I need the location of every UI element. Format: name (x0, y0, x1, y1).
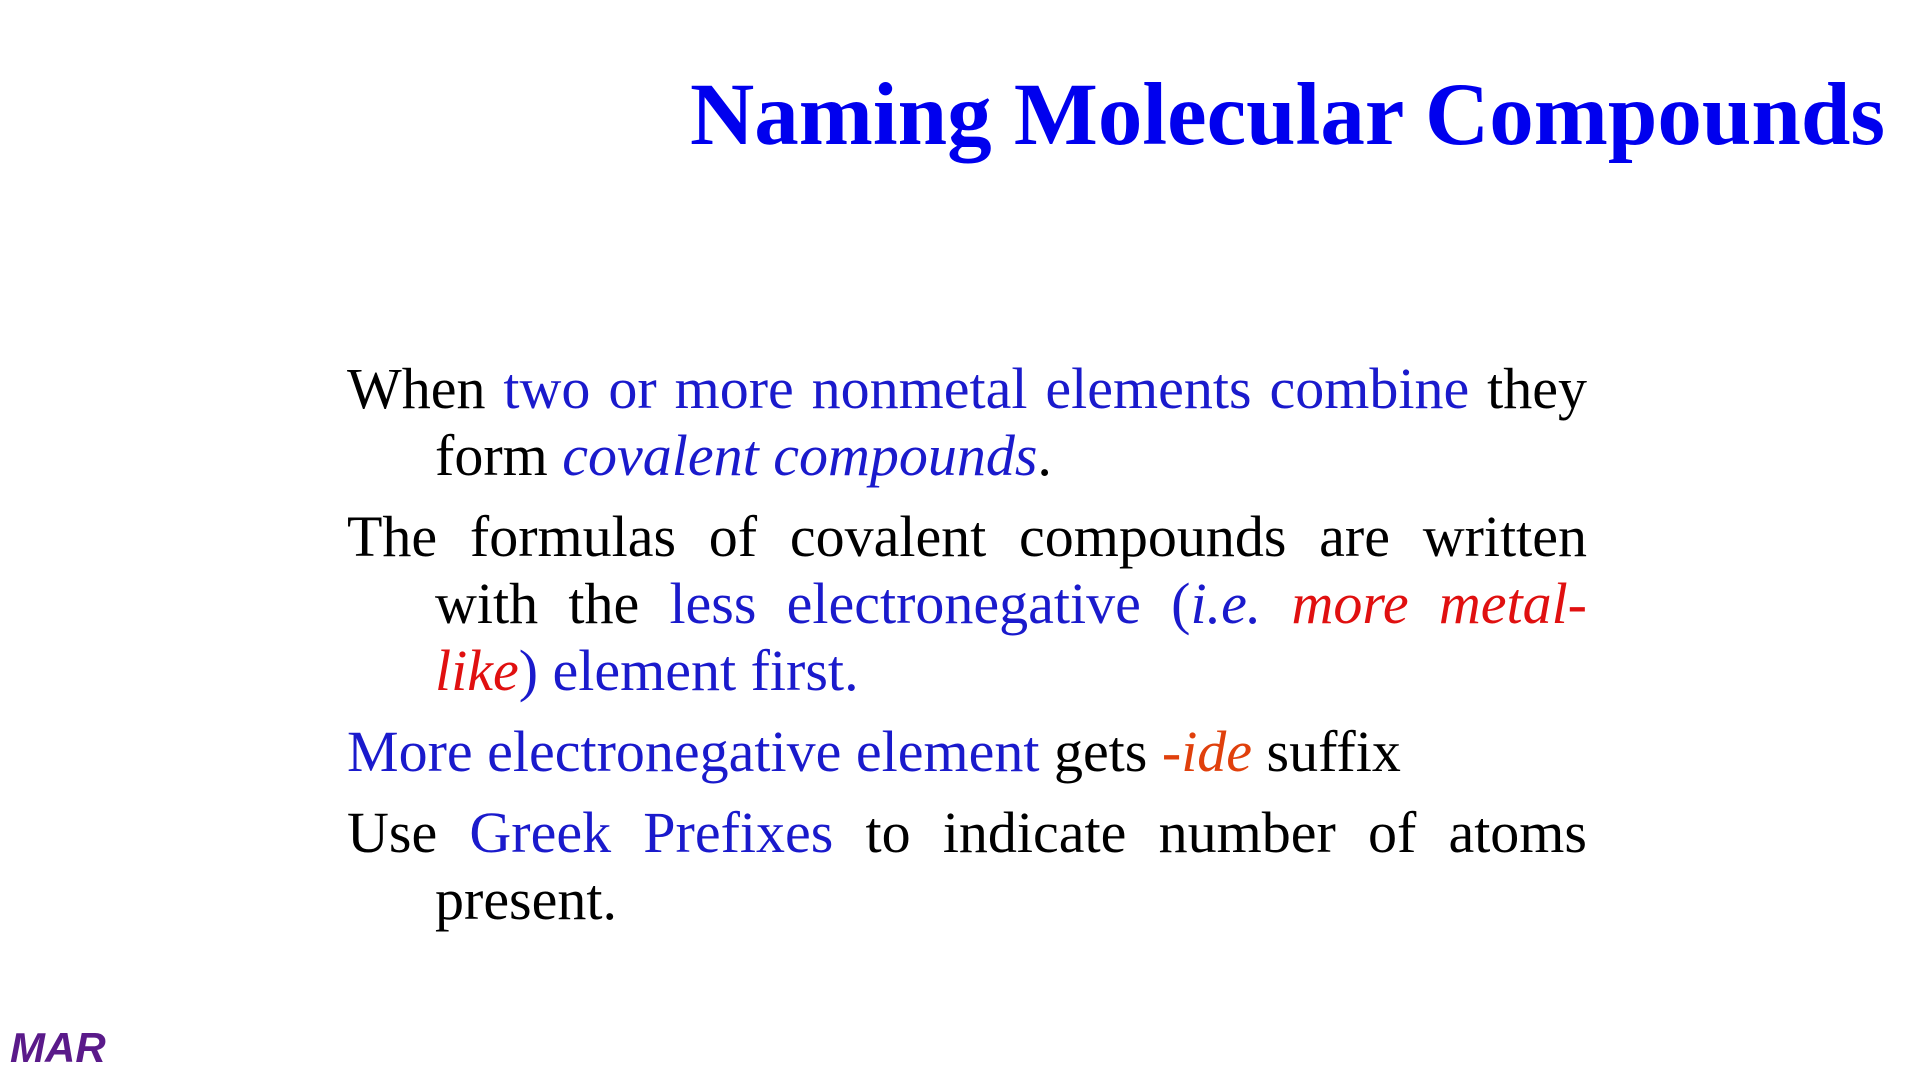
slide-body (347, 355, 1587, 947)
text-less-electronegative: less electronegative (669, 571, 1141, 636)
paragraph-ide-suffix (347, 718, 1587, 785)
text-ie: i.e. (1190, 571, 1262, 636)
footer-author-initials: MAR (10, 1024, 106, 1071)
text-gets: gets (1039, 719, 1162, 784)
text-more-metal-like: more metal-like (435, 571, 1587, 703)
paragraph-greek-prefixes (347, 799, 1587, 933)
text-space (1261, 571, 1291, 636)
paragraph-formula-order (347, 503, 1587, 704)
slide-title: Naming Molecular Compounds (689, 66, 1885, 164)
text-close-paren: ) (518, 638, 553, 703)
text-period-1: . (1037, 423, 1052, 488)
text-element-first: element first (552, 638, 845, 703)
text-covalent-compounds: covalent compounds (562, 423, 1038, 488)
text-use: Use (347, 800, 470, 865)
text-period-2: . (844, 638, 859, 703)
text-when: When (347, 356, 504, 421)
text-formulas-written: The formulas of covalent compounds are written with the (347, 504, 1587, 636)
text-open-paren: ( (1140, 571, 1191, 636)
text-indicate-atoms: to indicate number of atoms present. (435, 800, 1587, 932)
paragraph-covalent-definition (347, 355, 1587, 489)
text-nonmetal-elements: two or more nonmetal elements combine (503, 356, 1470, 421)
text-more-electronegative-element: More electronegative element (347, 719, 1040, 784)
text-they-form: they form (435, 356, 1587, 488)
text-suffix: suffix (1252, 719, 1401, 784)
text-ide: -ide (1161, 719, 1253, 784)
text-greek-prefixes: Greek Prefixes (469, 800, 834, 865)
